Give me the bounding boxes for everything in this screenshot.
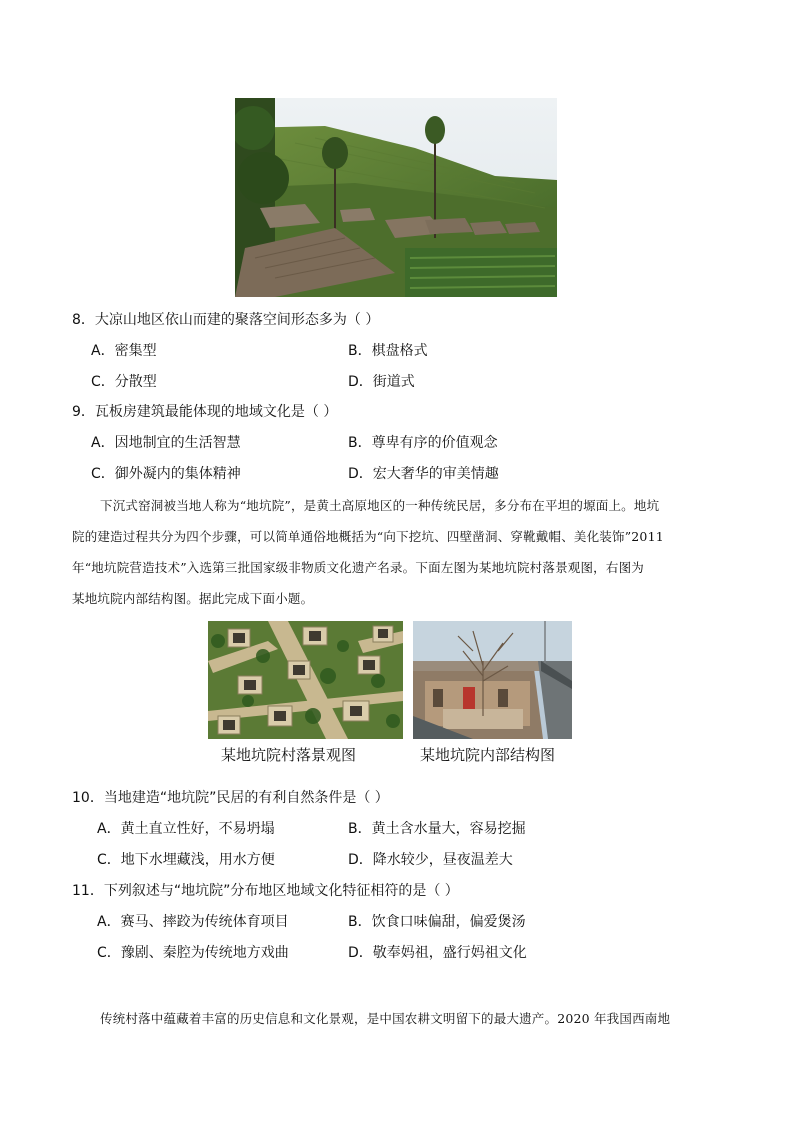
question-11-stem: 11．下列叙述与“地坑院”分布地区地域文化特征相符的是（ ） xyxy=(72,883,459,899)
question-9-option-c[interactable]: C．御外凝内的集体精神 xyxy=(91,466,241,482)
question-8-option-a[interactable]: A．密集型 xyxy=(91,343,157,359)
bottom-passage-line-1: 传统村落中蕴藏着丰富的历史信息和文化景观，是中国农耕文明留下的最大遗产。2020 年我国西南地 xyxy=(100,1011,671,1026)
question-10-option-d[interactable]: D．降水较少，昼夜温差大 xyxy=(348,852,513,868)
question-8-option-d[interactable]: D．街道式 xyxy=(348,374,415,390)
question-9-option-a[interactable]: A．因地制宜的生活智慧 xyxy=(91,435,241,451)
question-8-option-b[interactable]: B．棋盘格式 xyxy=(348,343,428,359)
question-10-stem: 10．当地建造“地坑院”民居的有利自然条件是（ ） xyxy=(72,790,389,806)
pit-courtyard-interior-photo xyxy=(413,621,572,739)
question-8-option-c[interactable]: C．分散型 xyxy=(91,374,157,390)
pit-courtyard-village-aerial-photo xyxy=(208,621,403,739)
question-11-option-b[interactable]: B．饮食口味偏甜，偏爱煲汤 xyxy=(348,914,526,930)
question-9-option-b[interactable]: B．尊卑有序的价值观念 xyxy=(348,435,498,451)
passage-line-4: 某地坑院内部结构图。据此完成下面小题。 xyxy=(72,591,314,606)
left-figure-caption: 某地坑院村落景观图 xyxy=(221,746,357,764)
passage-line-3: 年“地坑院营造技术”入选第三批国家级非物质文化遗产名录。下面左图为某地坑院村落景观图，右图为 xyxy=(72,560,644,575)
passage-line-1: 下沉式窑洞被当地人称为“地坑院”，是黄土高原地区的一种传统民居，多分布在平坦的塬面上。地坑 xyxy=(100,498,660,513)
passage-line-2: 院的建造过程共分为四个步骤，可以简单通俗地概括为“向下挖坑、四壁凿洞、穿靴戴帽、美化装饰”2011 xyxy=(72,529,664,544)
question-9-option-d[interactable]: D．宏大奢华的审美情趣 xyxy=(348,466,499,482)
question-11-option-c[interactable]: C．豫剧、秦腔为传统地方戏曲 xyxy=(97,945,289,961)
question-10-option-c[interactable]: C．地下水埋藏浅，用水方便 xyxy=(97,852,275,868)
question-11-option-d[interactable]: D．敬奉妈祖，盛行妈祖文化 xyxy=(348,945,527,961)
question-10-option-a[interactable]: A．黄土直立性好，不易坍塌 xyxy=(97,821,275,837)
question-11-option-a[interactable]: A．赛马、摔跤为传统体育项目 xyxy=(97,914,289,930)
question-9-stem: 9．瓦板房建筑最能体现的地域文化是（ ） xyxy=(72,404,338,420)
question-10-option-b[interactable]: B．黄土含水量大，容易挖掘 xyxy=(348,821,526,837)
right-figure-caption: 某地坑院内部结构图 xyxy=(420,746,556,764)
mountain-village-photo xyxy=(235,98,557,297)
question-8-stem: 8．大凉山地区依山而建的聚落空间形态多为（ ） xyxy=(72,312,380,328)
